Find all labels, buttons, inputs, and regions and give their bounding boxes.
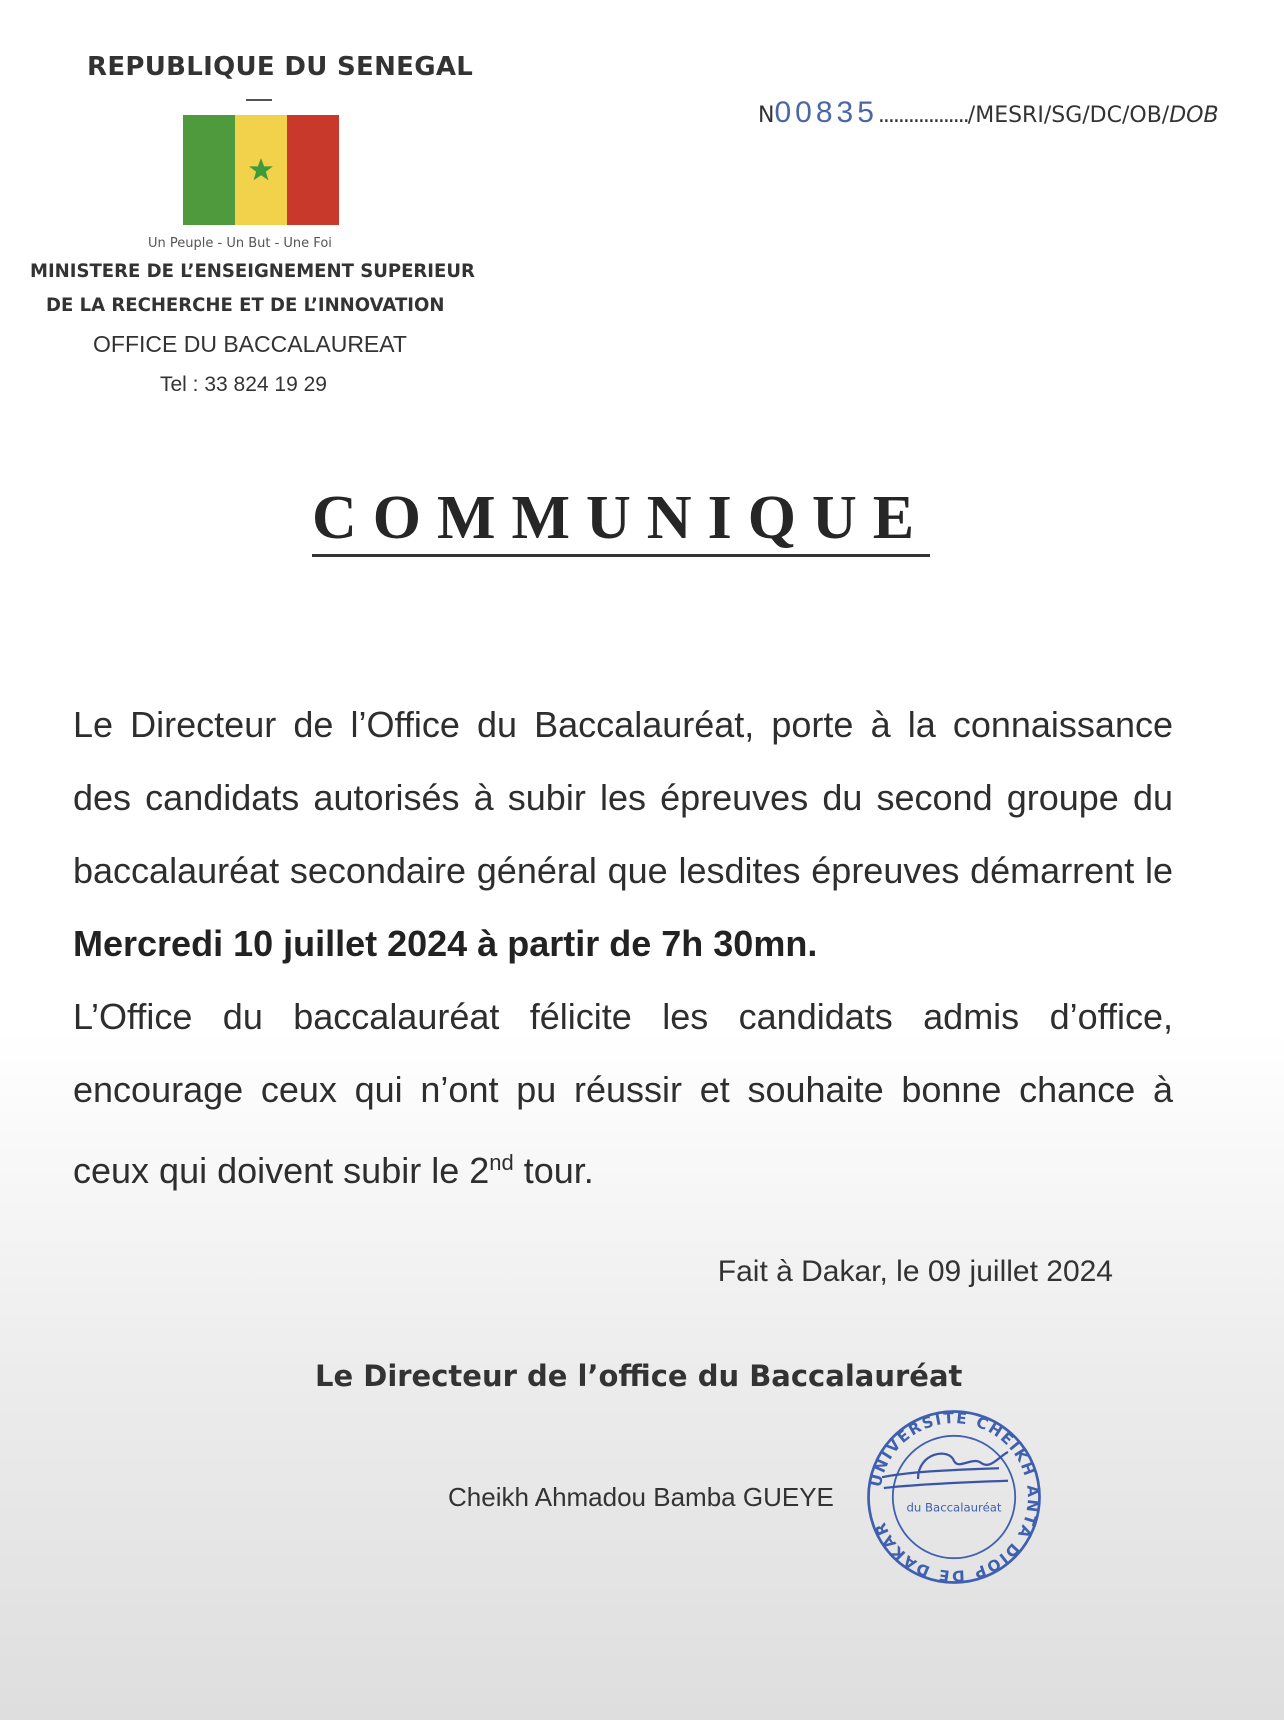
place-and-date: Fait à Dakar, le 09 juillet 2024 [717,1255,1113,1288]
paragraph-2-end: tour. [513,1150,594,1191]
divider [246,99,272,101]
signature-scribble [882,1452,1008,1488]
document-content [73,688,1173,1587]
paragraph-2 [73,980,1173,1207]
signatory-name: Cheikh Ahmadou Bamba GUEYE [448,1481,834,1512]
ref-prefix: N [758,103,775,128]
paragraph-1 [73,688,1173,980]
stamp-inner-text: du Baccalauréat [906,1500,1002,1515]
ministry-line-1: MINISTERE DE L’ENSEIGNEMENT SUPERIEUR [30,260,475,282]
national-motto: Un Peuple - Un But - Une Foi [148,236,332,251]
telephone: Tel : 33 824 19 29 [160,373,327,396]
reference-number [758,96,1219,130]
ref-suffix: /MESRI/SG/DC/OB/ [967,103,1170,128]
ref-number: 00835 [774,96,878,129]
paragraph-2-text: L’Office du baccalauréat félicite les candidats admis d’office, encourage ceux qui n’ont pu réussir et souhaite bonne chance à ceux qui doivent subir le 2 [73,996,1173,1191]
office-name: OFFICE DU BACCALAUREAT [93,331,407,357]
exam-date: Mercredi 10 juillet 2024 à partir de 7h 30mn. [73,923,818,964]
senegal-flag [183,115,339,225]
ref-dots: .................. [877,103,968,128]
ref-suffix-italic: DOB [1169,103,1219,128]
paragraph-1-text: Le Directeur de l’Office du Baccalauréat, porte à la connaissance des candidats autorisés à subir les épreuves du second groupe du baccalauréat secondaire général que lesdites épreuves démarrent le [73,704,1173,891]
country-name: REPUBLIQUE DU SENEGAL [87,52,474,82]
stamp-ring-text: UNIVERSITE CHEIKH ANTA DIOP DE DAKAR [866,1408,1042,1586]
signatory-title: Le Directeur de l’office du Baccalauréat [315,1359,963,1393]
communique-body [73,688,1173,1207]
signature-row [448,1407,1173,1587]
star-icon [248,157,274,183]
document-title: COMMUNIQUE [312,484,930,557]
ministry-line-2: DE LA RECHERCHE ET DE L’INNOVATION [46,294,445,316]
superscript: nd [489,1150,514,1175]
official-stamp [864,1407,1044,1587]
